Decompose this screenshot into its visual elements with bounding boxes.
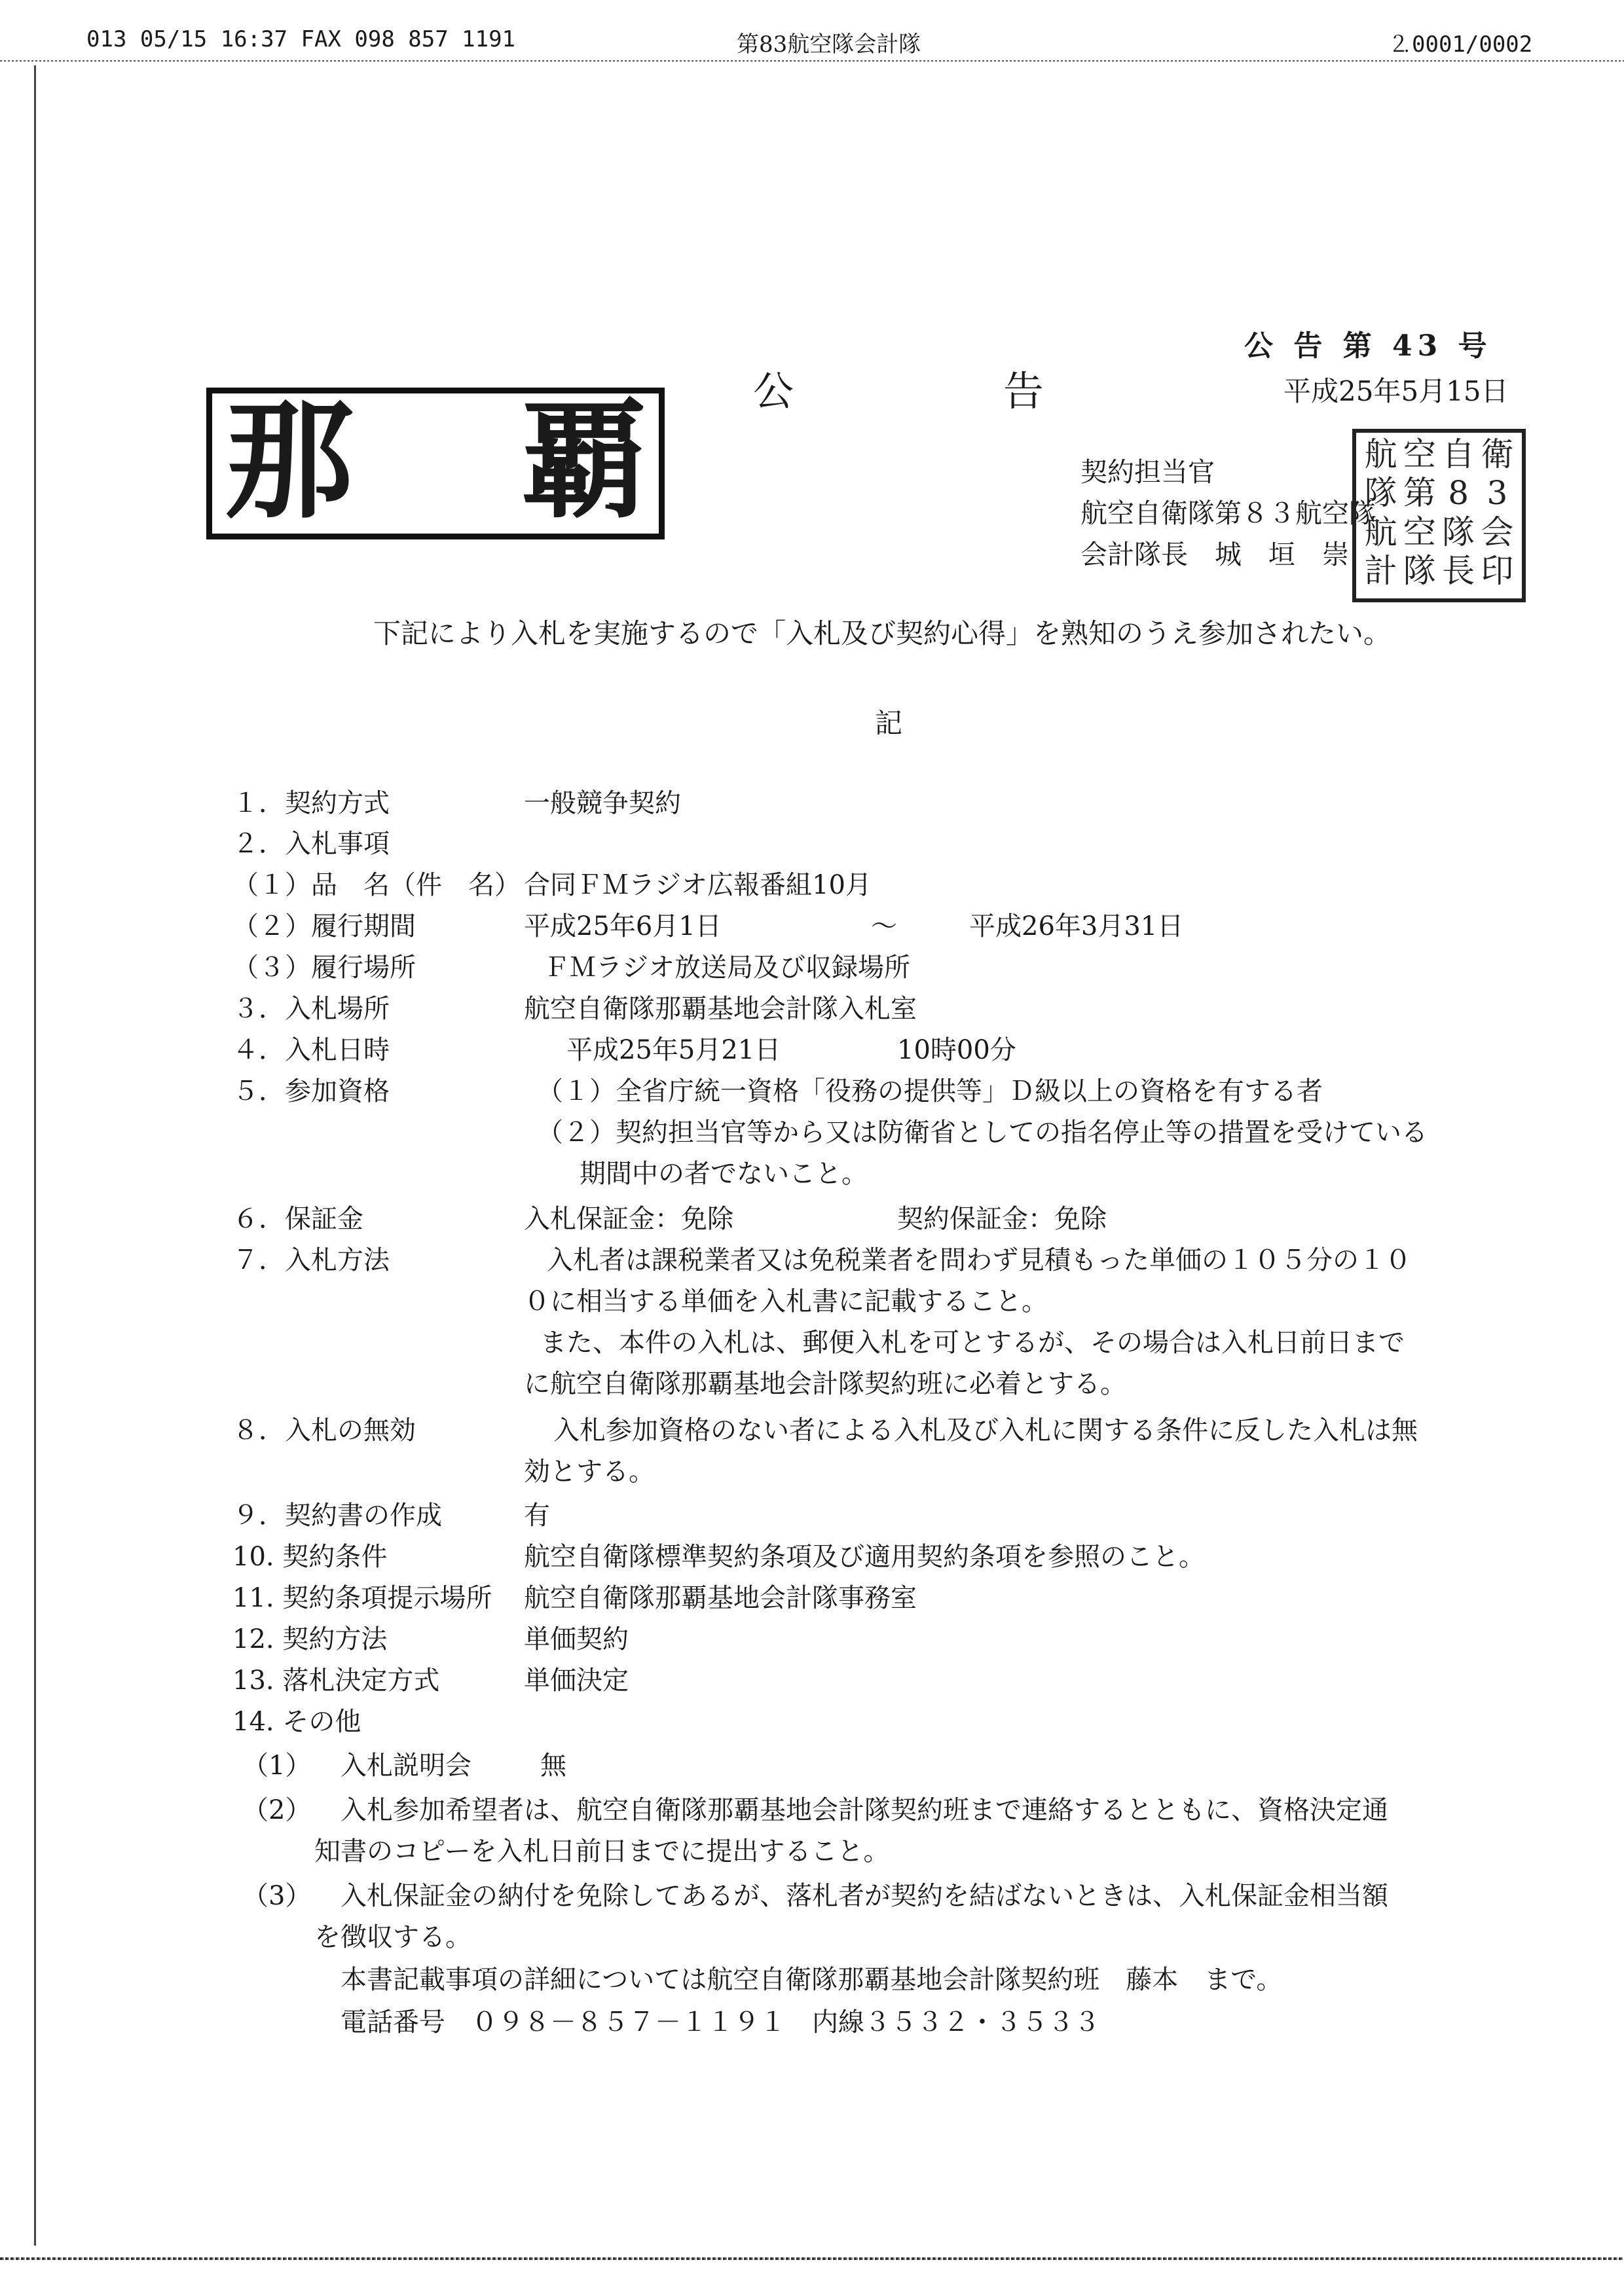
seal-char: 計 xyxy=(1364,551,1397,590)
seal-char: 8 xyxy=(1448,474,1469,513)
seal-char: 第 xyxy=(1403,474,1436,513)
contract-guarantee: 契約保証金：免除 xyxy=(897,1204,1107,1234)
seal-char: 航 xyxy=(1364,435,1397,473)
intro-text: 下記により入札を実施するので「入札及び契約心得」を熟知のうえ参加されたい。 xyxy=(373,617,1392,649)
sub-item-value: 無 xyxy=(540,1751,566,1781)
seal-char: 隊 xyxy=(1364,474,1397,513)
item-label: １．契約方式 xyxy=(232,788,390,818)
item-label: （３）履行場所 xyxy=(232,953,416,983)
item-value: 合同ＦＭラジオ広報番組10月 xyxy=(524,870,872,900)
sub-item-value: 入札参加希望者は、航空自衛隊那覇基地会計隊契約班まで連絡するとともに、資格決定通 xyxy=(341,1795,1388,1825)
item-value: ０に相当する単価を入札書に記載すること。 xyxy=(524,1286,1048,1317)
seal-char: 長 xyxy=(1442,551,1475,590)
seal-char: 空 xyxy=(1403,435,1436,473)
item-value: 航空自衛隊標準契約条項及び適用契約条項を参照のこと。 xyxy=(524,1542,1205,1572)
item-label: ５．参加資格 xyxy=(232,1076,390,1106)
item-label: ３．入札場所 xyxy=(232,994,390,1024)
seal-char: 会 xyxy=(1481,513,1514,551)
item-value: （１）全省庁統一資格「役務の提供等」Ｄ級以上の資格を有する者 xyxy=(537,1076,1323,1106)
fax-header xyxy=(0,26,1624,59)
issuer-block xyxy=(1080,452,1376,575)
item-label: 13. 落札決定方式 xyxy=(232,1666,440,1696)
seal-char: 航 xyxy=(1364,513,1397,551)
item-value: また、本件の入札は、郵便入札を可とするが、その場合は入札日前日まで xyxy=(540,1328,1405,1358)
notice-title: 公 告 xyxy=(753,367,1142,415)
fax-page-counter: ⒉0001/0002 xyxy=(1390,31,1533,58)
item-value: 航空自衛隊那覇基地会計隊事務室 xyxy=(524,1583,917,1613)
scan-edge-line xyxy=(34,65,36,2246)
bid-time: 10時00分 xyxy=(897,1035,1016,1065)
period-end: 平成26年3月31日 xyxy=(969,911,1184,941)
fax-sender-info: 013 05/15 16:37 FAX 098 857 1191 xyxy=(86,26,516,52)
item-label: 10. 契約条件 xyxy=(232,1542,388,1572)
sub-item-number: （2） xyxy=(242,1795,312,1825)
stamp-char: 覇 xyxy=(520,387,649,536)
seal-char: 衛 xyxy=(1481,435,1514,473)
item-label: 11. 契約条項提示場所 xyxy=(232,1583,492,1613)
sub-item-value: を徴収する。 xyxy=(314,1922,471,1952)
item-label: ７．入札方法 xyxy=(232,1245,390,1275)
issuer-title: 契約担当官 xyxy=(1080,456,1215,488)
item-value: 単価契約 xyxy=(524,1624,629,1654)
seal-char: 空 xyxy=(1403,513,1436,551)
item-label: 12. 契約方法 xyxy=(232,1624,388,1654)
naha-stamp xyxy=(206,388,665,539)
item-value: 単価決定 xyxy=(524,1666,629,1696)
ki-heading: 記 xyxy=(875,707,903,739)
seal-char: 隊 xyxy=(1403,551,1436,590)
issuer-name: 会計隊長 城 垣 崇 xyxy=(1080,539,1349,570)
item-label: ２．入札事項 xyxy=(232,829,390,859)
item-label: （１）品 名（件 名） xyxy=(232,870,521,900)
item-label: ４．入札日時 xyxy=(232,1035,390,1065)
scan-bottom-line xyxy=(0,2257,1624,2260)
item-label: 14. その他 xyxy=(232,1707,361,1737)
seal-char: 自 xyxy=(1442,435,1475,473)
item-label: ９．契約書の作成 xyxy=(232,1501,442,1531)
item-value: 一般競争契約 xyxy=(524,788,681,818)
contact-phone: 電話番号 ０９８－８５７－１１９１ 内線３５３２・３５３３ xyxy=(341,2007,1100,2037)
notice-date: 平成25年5月15日 xyxy=(1283,375,1509,407)
item-label: （２）履行期間 xyxy=(232,911,416,941)
sub-item-number: （1） xyxy=(242,1751,312,1781)
item-label: ６．保証金 xyxy=(232,1204,363,1234)
item-value: 入札者は課税業者又は免税業者を問わず見積もった単価の１０５分の１０ xyxy=(547,1245,1411,1275)
item-value: （２）契約担当官等から又は防衛省としての指名停止等の措置を受けている xyxy=(537,1118,1428,1148)
official-seal xyxy=(1352,429,1526,602)
notice-number: 公 告 第 43 号 xyxy=(1244,329,1492,363)
item-value: に航空自衛隊那覇基地会計隊契約班に必着とする。 xyxy=(524,1369,1126,1399)
item-value: 航空自衛隊那覇基地会計隊入札室 xyxy=(524,994,917,1024)
sub-item-number: （3） xyxy=(242,1881,312,1911)
sub-item-value: 入札保証金の納付を免除してあるが、落札者が契約を結ばないときは、入札保証金相当額 xyxy=(341,1881,1388,1911)
fax-sender-name: 第83航空隊会計隊 xyxy=(737,31,921,58)
period-tilde: ～ xyxy=(871,911,897,941)
bid-date: 平成25年5月21日 xyxy=(566,1035,781,1065)
fax-header-rule xyxy=(0,60,1624,62)
sub-item-value: 知書のコピーを入札日前日までに提出すること。 xyxy=(314,1836,890,1867)
seal-char: 3 xyxy=(1486,474,1508,513)
seal-char: 隊 xyxy=(1442,513,1475,551)
item-value: 入札参加資格のない者による入札及び入札に関する条件に反した入札は無 xyxy=(553,1415,1418,1446)
item-value: 期間中の者でないこと。 xyxy=(580,1159,868,1189)
item-value: ＦＭラジオ放送局及び収録場所 xyxy=(544,953,910,983)
seal-char: 印 xyxy=(1481,551,1514,590)
item-value: 有 xyxy=(524,1501,550,1531)
period-start: 平成25年6月1日 xyxy=(524,911,722,941)
stamp-char: 那 xyxy=(225,387,354,536)
contact-info: 本書記載事項の詳細については航空自衛隊那覇基地会計隊契約班 藤本 まで。 xyxy=(341,1965,1283,1995)
sub-item-label: 入札説明会 xyxy=(341,1751,471,1781)
issuer-unit: 航空自衛隊第８３航空隊 xyxy=(1080,498,1376,529)
bid-guarantee: 入札保証金：免除 xyxy=(524,1204,733,1234)
item-label: ８．入札の無効 xyxy=(232,1415,416,1446)
item-value: 効とする。 xyxy=(524,1457,655,1487)
